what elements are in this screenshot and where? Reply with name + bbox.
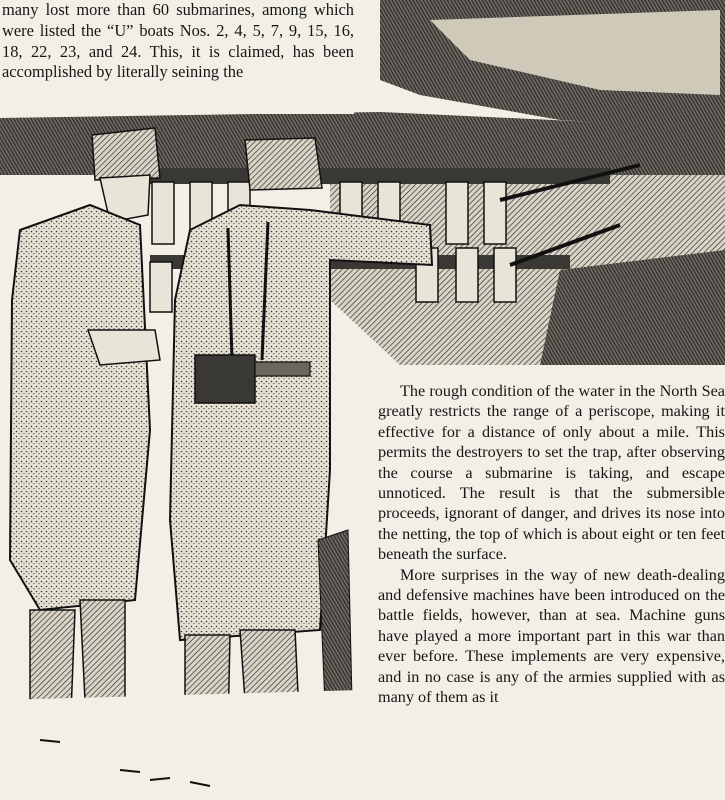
article-bottom-column (366, 378, 725, 800)
article-paragraph: The rough condition of the water in the North Sea greatly restricts the range of a periscope, making it effective for a distance of only about a mile. This permits the destroyers to set the trap, after observing the course a submarine is taking, and escape unnoticed. The result is that the submersible proceeds, ignorant of danger, and drives its nose into the netting, the top of which is about eight or ten feet beneath the surface. (378, 382, 725, 564)
article-top-paragraph: many lost more than 60 submarines, among which were listed the “U” boats Nos. 2, 4, 5, 7, 9, 15, 16, 18, 22, 23, and 24. This, it is claimed, has been accomplished by literally seining the (2, 0, 354, 82)
ground-shadow (0, 690, 366, 800)
article-paragraph: More surprises in the way of new death-dealing and defensive machines have been introduced on the battle fields, however, than at sea. Machine guns have played a more important part in this war than ever before. These implements are very expensive, and in no case is any of the armies supplied with as many of them as it (378, 565, 725, 707)
article-top-column (2, 0, 354, 114)
